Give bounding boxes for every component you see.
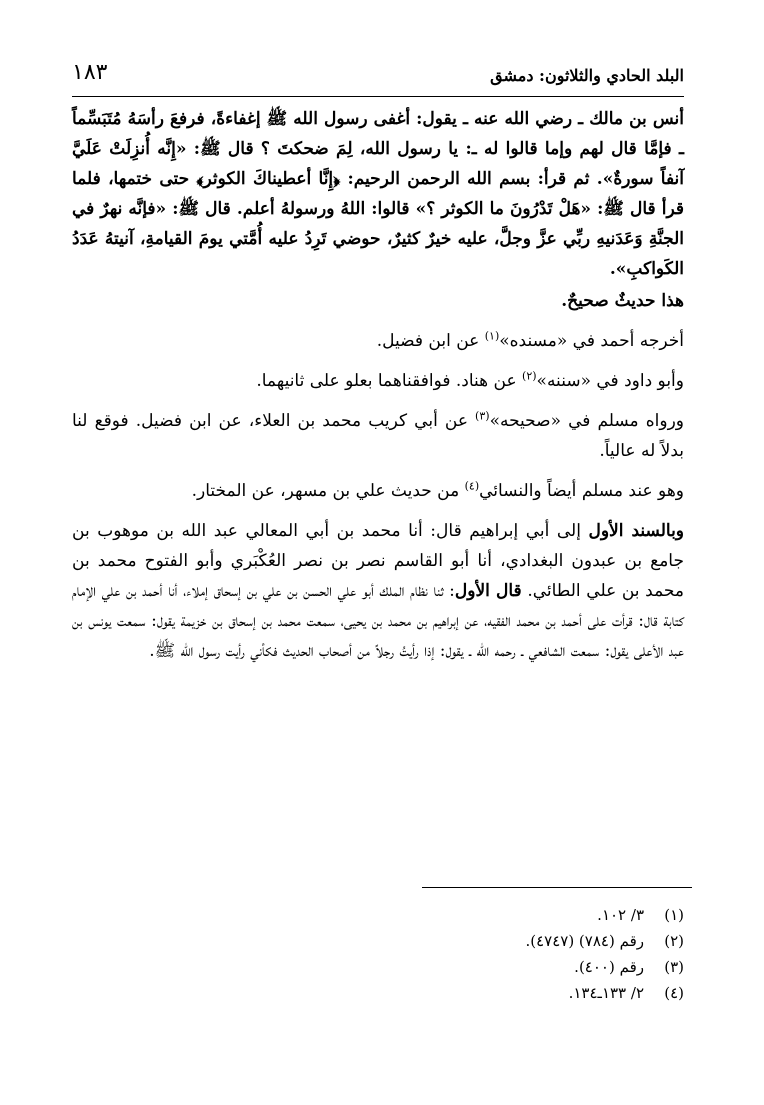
footnote-text: ٢/ ١٣٣ـ١٣٤. (568, 984, 644, 1002)
footnote-number: (٤) (664, 984, 684, 1002)
footnote-item (264, 980, 684, 1006)
takhrij-nasai-rest: من حديث علي بن مسهر، عن المختار. (191, 481, 465, 501)
footnote-item (264, 902, 684, 928)
takhrij-abudawud (72, 366, 684, 396)
takhrij-ahmad-rest: عن ابن فضيل. (376, 331, 485, 351)
isnad-lead-2: قال الأول (454, 581, 522, 601)
takhrij-muslim-text: ورواه مسلم في «صحيحه» (489, 411, 684, 431)
footnote-text: رقم (٤٠٠). (574, 958, 644, 976)
takhrij-nasai (72, 476, 684, 506)
page-header (72, 60, 684, 94)
footnote-number: (١) (664, 906, 684, 924)
footnote-text: ٣/ ١٠٢. (597, 906, 644, 924)
footnote-ref-3[interactable]: (٣) (475, 409, 490, 423)
footnote-ref-4[interactable]: (٤) (464, 479, 480, 493)
footnote-text: رقم (٧٨٤) (٤٧٤٧). (525, 932, 644, 950)
footnote-ref-1[interactable]: (١) (484, 329, 500, 343)
takhrij-muslim-rest: عن أبي كريب محمد بن العلاء، عن ابن فضيل. فوقع لنا بدلاً له عالياً. (72, 411, 684, 461)
takhrij-nasai-text: وهو عند مسلم أيضاً والنسائي (479, 481, 684, 501)
footnote-item (264, 954, 684, 980)
takhrij-muslim (72, 406, 684, 466)
header-rule (72, 96, 684, 97)
takhrij-abudawud-rest: عن هناد. فوافقناهما بعلو على ثانيهما. (256, 371, 523, 391)
footnote-number: (٣) (664, 958, 684, 976)
footnote-number: (٢) (664, 932, 684, 950)
page-number: ١٨٣ (72, 60, 108, 85)
footnote-item (264, 928, 684, 954)
isnad-lead: وبالسند الأول (588, 521, 685, 541)
footnote-rule (422, 887, 692, 888)
isnad-text-a: إلى أبي إبراهيم قال: أنا محمد بن أبي المعالي عبد الله بن موهوب بن جامع بن عبدون البغدادي، أنا أبو القاسم نصر بن نصر العُكْبَري وأبو الفتوح محمد بن محمد بن علي الطائي. (72, 521, 684, 601)
footnote-ref-2[interactable]: (٢) (522, 369, 537, 383)
takhrij-ahmad (72, 326, 684, 356)
running-head: البلد الحادي والثلاثون: دمشق (490, 66, 684, 85)
isnad-paragraph (72, 516, 684, 666)
takhrij-ahmad-text: أخرجه أحمد في «مسنده» (499, 331, 684, 351)
takhrij-abudawud-text: وأبو داود في «سننه» (536, 371, 684, 391)
isnad-text-b: : ثنا نظام الملك أبو علي الحسن بن علي بن إسحاق إملاء، أنا أحمد بن علي الإمام كتابة قال: قرأت على أحمد بن محمد الفقيه، عن إبراهيم بن محمد بن يحيى، سمعت محمد بن إسحاق بن خزيمة يقول: سمعت يونس بن عبد الأعلى يقول: سمعت الشافعي ـ رحمه الله ـ يقول: إذا رأيتُ رجلاً من أصحاب الحديث فكأني رأيت رسول الله ﷺ. (72, 581, 684, 661)
body-text (72, 104, 684, 676)
footnotes (264, 902, 684, 1006)
grading-paragraph: هذا حديثٌ صحيحٌ. (561, 291, 684, 311)
hadith-paragraph: أنس بن مالك ـ رضي الله عنه ـ يقول: أغفى رسول الله ﷺ إغفاءةً، فرفعَ رأسَهُ مُتَبَسِّماً ـ فإمَّا قال لهم وإما قالوا له ـ: يا رسول الله، لِمَ ضحكتَ ؟ قال ﷺ: «إِنَّه أُنزِلَتْ عَلَيَّ آنفاً سورةٌ». ثم قرأ: بسم الله الرحمن الرحيم: ﴿إِنَّا أعطيناكَ الكوثر﴾ حتى ختمها، فلما قرأ قال ﷺ: «هَلْ تَدْرُونَ ما الكوثر ؟» قالوا: اللهُ ورسولهُ أعلم. قال ﷺ: «فإنَّه نهرٌ في الجنَّةِ وَعَدَنيهِ ربِّي عزَّ وجلَّ، عليه خيرٌ كثيرٌ، حوضي تَرِدُ عليه أُمَّتي يومَ القيامةِ، آنيتهُ عَدَدُ الكَواكبِ». (72, 109, 684, 279)
